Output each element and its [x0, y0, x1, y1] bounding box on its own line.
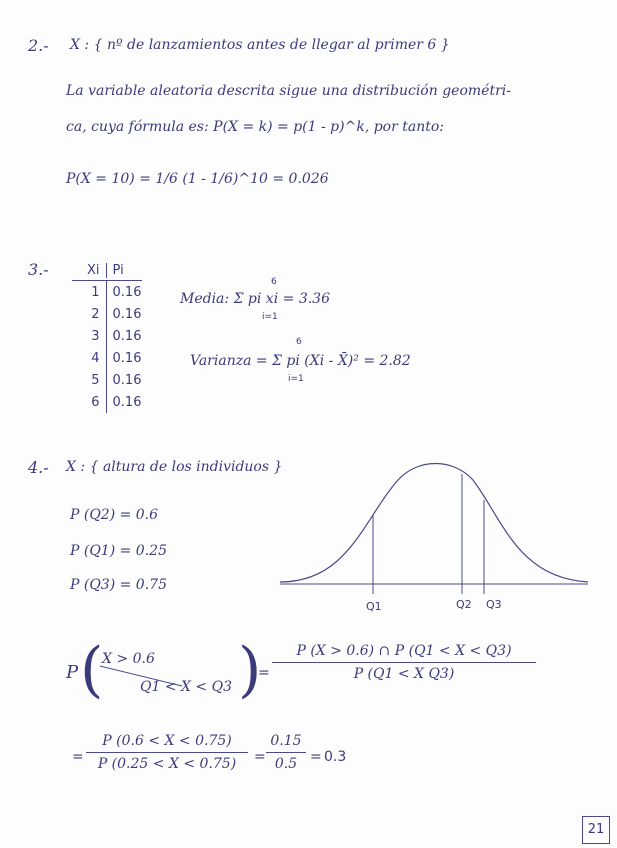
right-paren: ) [238, 635, 262, 705]
table-cell-x: 5 [91, 372, 100, 388]
probability-table [72, 258, 142, 413]
equals-sign: = [258, 665, 270, 681]
section-2-line-2: ca, cuya fórmula es: P(X = k) = p(1 - p)^k, por tanto: [66, 119, 445, 135]
table-cell-p: 0.16 [106, 325, 142, 347]
eq2-fraction [86, 732, 248, 773]
page-number: 21 [587, 822, 605, 837]
table-cell-x: 6 [91, 394, 100, 410]
eq1-rule [272, 662, 536, 663]
media-sum-lower-limit: i=1 [262, 312, 278, 322]
cond-prob-lhs: P [66, 662, 79, 683]
table-row [72, 303, 142, 325]
eq2-denominator: P (0.25 < X < 0.75) [97, 756, 237, 772]
equals-sign-3: = [254, 749, 266, 765]
eq1-fraction [272, 642, 536, 683]
equals-sign-2: = [72, 749, 84, 765]
table-cell-p: 0.16 [106, 303, 142, 325]
table-header-x: Xi [86, 263, 100, 278]
table-row [72, 325, 142, 347]
eq3-numerator: 0.15 [270, 733, 302, 749]
q1-label: Q1 [366, 600, 382, 613]
table-header [72, 258, 142, 281]
p-q3-value: P (Q3) = 0.75 [70, 577, 167, 593]
eq3-denominator: 0.5 [274, 756, 298, 772]
p-q1-value: P (Q1) = 0.25 [70, 543, 167, 559]
table-cell-x: 3 [91, 328, 100, 344]
normal-curve-sketch [278, 460, 598, 620]
eq2-rule [86, 752, 248, 753]
bell-curve [280, 464, 588, 583]
page-number-box [582, 816, 610, 844]
table-header-p: Pi [106, 263, 142, 278]
eq1-denominator: P (Q1 < X Q3) [353, 666, 455, 682]
section-3-media: Media: Σ pi xi = 3.36 [180, 291, 330, 307]
section-2-definition: X : { nº de lanzamientos antes de llegar al primer 6 } [70, 37, 450, 53]
section-3-number: 3.- [28, 260, 49, 279]
table-cell-p: 0.16 [106, 347, 142, 369]
eq-result: 0.3 [324, 749, 347, 765]
section-2-line-1: La variable aleatoria descrita sigue una distribución geométri- [66, 83, 511, 99]
section-2-number: 2.- [28, 36, 49, 55]
section-4-definition: X : { altura de los individuos } [66, 459, 283, 475]
eq3-rule [266, 752, 306, 753]
p-q2-value: P (Q2) = 0.6 [70, 507, 159, 523]
table-row [72, 347, 142, 369]
section-3-varianza: Varianza = Σ pi (Xi - X̄)² = 2.82 [190, 353, 411, 369]
q2-label: Q2 [456, 598, 472, 611]
table-row [72, 391, 142, 413]
var-sum-lower-limit: i=1 [288, 374, 304, 384]
var-sum-upper-limit: 6 [296, 337, 302, 347]
table-cell-x: 2 [91, 306, 100, 322]
table-row [72, 281, 142, 303]
equals-sign-4: = [310, 749, 322, 765]
table-row [72, 369, 142, 391]
q3-label: Q3 [486, 598, 502, 611]
section-2-result: P(X = 10) = 1/6 (1 - 1/6)^10 = 0.026 [66, 171, 329, 187]
table-cell-x: 4 [91, 350, 100, 366]
left-paren: ( [80, 635, 104, 705]
eq2-numerator: P (0.6 < X < 0.75) [102, 733, 232, 749]
cond-prob-bottom: Q1 < X < Q3 [140, 679, 232, 695]
table-cell-p: 0.16 [106, 281, 142, 303]
eq3-fraction [266, 732, 306, 773]
section-4-number: 4.- [28, 458, 49, 477]
table-cell-p: 0.16 [106, 369, 142, 391]
cond-prob-top: X > 0.6 [102, 651, 155, 667]
table-cell-x: 1 [91, 284, 100, 300]
table-cell-p: 0.16 [106, 391, 142, 413]
media-sum-upper-limit: 6 [271, 277, 277, 287]
eq1-numerator: P (X > 0.6) ∩ P (Q1 < X < Q3) [296, 643, 512, 659]
